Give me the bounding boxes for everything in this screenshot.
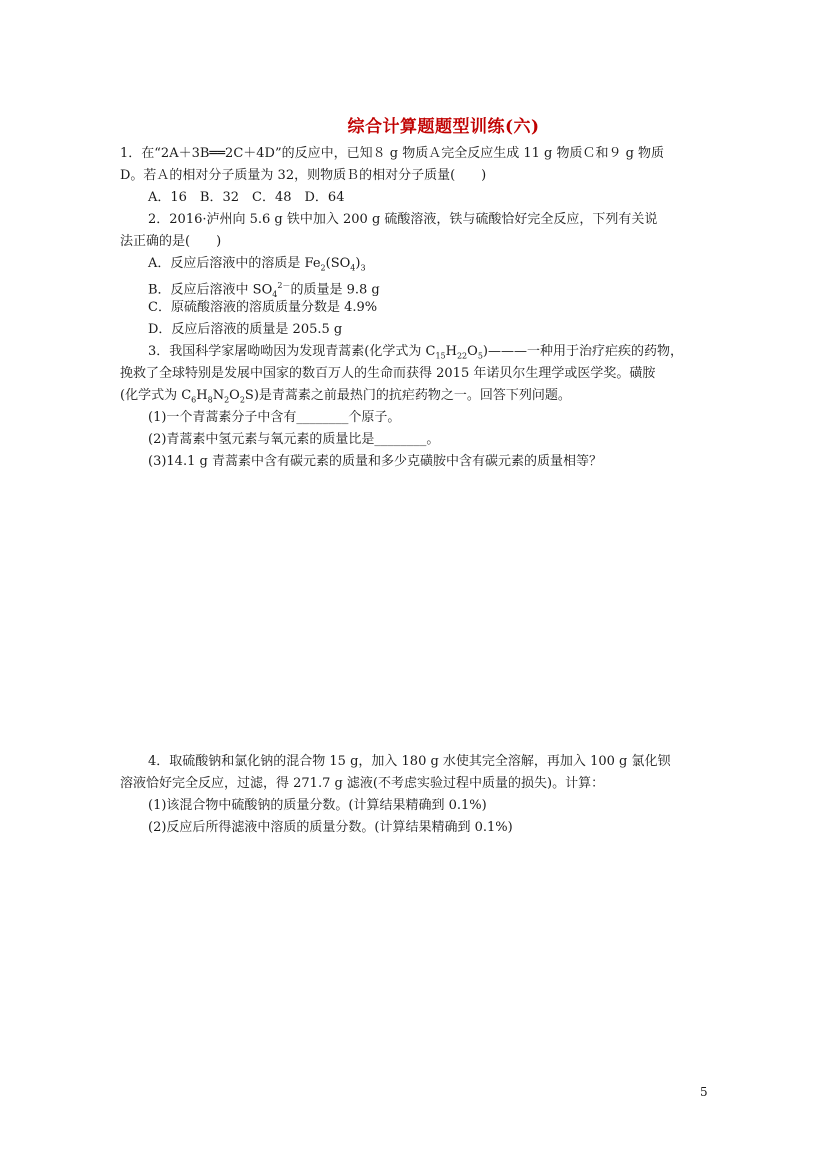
q3-formula-sub: 5 — [477, 351, 483, 361]
worksheet-title: 综合计算题题型训练(六) — [347, 117, 540, 137]
q3-formula-sub: 8 — [207, 395, 213, 405]
q3-line-2: 挽救了全球特别是发展中国家的数百万人的生命而获得 2015 年诺贝尔生理学或医学奖。磺胺 — [120, 366, 656, 381]
q2-option-a-text: A．反应后溶液中的溶质是 Fe — [148, 256, 321, 271]
q2-option-b-sub: 4 — [272, 289, 278, 299]
q2-option-a-text: (SO — [325, 256, 351, 271]
q3-formula-text: N — [212, 388, 225, 403]
q3-formula-sub: 6 — [191, 395, 197, 405]
q3-formula-text: O — [229, 388, 240, 403]
q2-line-2: 法正确的是( ) — [120, 234, 222, 249]
q2-line-1: 2．2016·泸州向 5.6 g 铁中加入 200 g 硫酸溶液，铁与硫酸恰好完全反应，下列有关说 — [148, 212, 658, 227]
q2-option-a-sub: 4 — [350, 263, 356, 273]
q2-option-a-sub: 3 — [360, 263, 366, 273]
q3-line-1-text: 3．我国科学家屠呦呦因为发现青蒿素(化学式为 C — [148, 344, 436, 359]
q4-line-1: 4．取硫酸钠和氯化钠的混合物 15 g，加入 180 g 水使其完全溶解，再加入 100 g 氯化钡 — [148, 754, 671, 769]
q3-sub-question-3: (3)14.1 g 青蒿素中含有碳元素的质量和多少克磺胺中含有碳元素的质量相等？ — [148, 454, 602, 469]
q1-line-1: 1．在“2A＋3B══2C＋4D”的反应中，已知８ g 物质Ａ完全反应生成 11 g 物质Ｃ和９ g 物质 — [120, 146, 665, 161]
q3-line-3 — [120, 386, 571, 411]
q3-line-1 — [148, 342, 683, 367]
q3-sub-question-1: (1)一个青蒿素分子中含有________个原子。 — [148, 410, 401, 425]
q3-formula-sub: 2 — [224, 395, 230, 405]
q2-option-c: C．原硫酸溶液的溶质质量分数是 4.9% — [148, 300, 378, 315]
q3-line-3-text: S)是青蒿素之前最热门的抗疟药物之一。回答下列问题。 — [244, 388, 571, 403]
q1-line-2: D。若Ａ的相对分子质量为 32，则物质Ｂ的相对分子质量( ) — [120, 168, 487, 183]
q3-formula-text: H — [196, 388, 208, 403]
q1-options: A．16 B．32 C．48 D．64 — [148, 190, 345, 205]
q2-option-a-sub: 2 — [320, 263, 326, 273]
q3-formula-sub: 15 — [435, 351, 446, 361]
q3-formula-text: O — [467, 344, 478, 359]
q3-line-1-text: )———一种用于治疗疟疾的药物， — [482, 344, 683, 359]
q2-option-d: D．反应后溶液的质量是 205.5 g — [148, 322, 343, 337]
q3-formula-sub: 22 — [456, 351, 468, 361]
q4-sub-question-2: (2)反应后所得滤液中溶质的质量分数。(计算结果精确到 0.1%) — [148, 820, 513, 835]
q4-line-2: 溶液恰好完全反应，过滤，得 271.7 g 滤液(不考虑实验过程中质量的损失)。计算： — [120, 776, 605, 791]
q2-option-a-text: ) — [355, 256, 361, 271]
q3-formula-sub: 2 — [239, 395, 245, 405]
q3-sub-question-2: (2)青蒿素中氢元素与氧元素的质量比是________。 — [148, 432, 440, 447]
q2-option-b-text: 的质量是 9.8 g — [290, 282, 380, 298]
page-number: 5 — [700, 1085, 708, 1099]
q3-formula-text: H — [445, 344, 457, 359]
q4-sub-question-1: (1)该混合物中硫酸钠的质量分数。(计算结果精确到 0.1%) — [148, 798, 487, 813]
q2-option-b-text: B．反应后溶液中 SO — [148, 282, 273, 298]
q2-option-a — [148, 254, 366, 279]
q2-option-b-sup: 2－ — [277, 281, 291, 290]
q3-line-3-text: (化学式为 C — [120, 388, 192, 403]
